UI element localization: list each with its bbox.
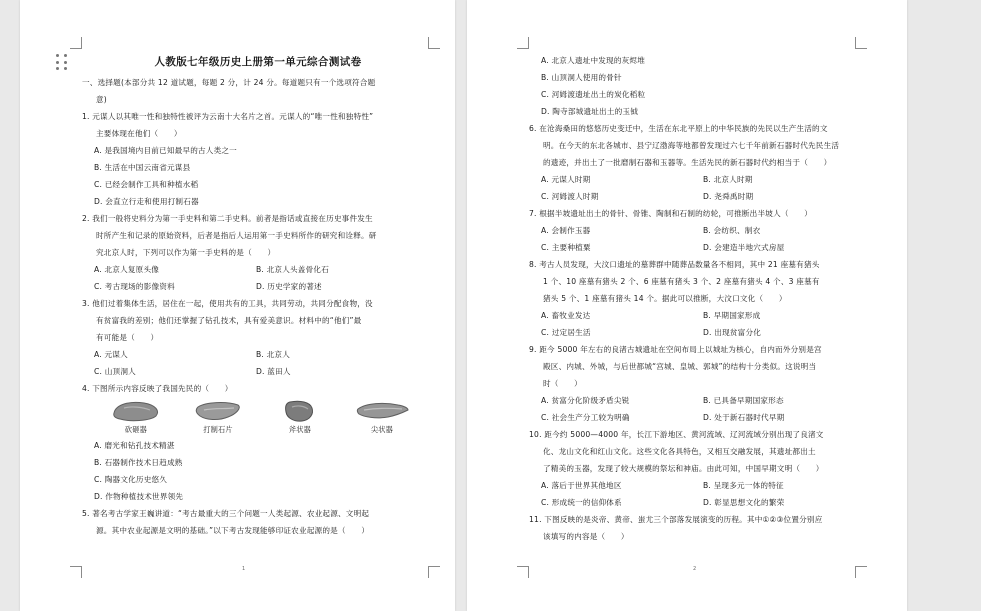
option: D. 作物种植技术世界领先 xyxy=(94,492,184,501)
option: D. 会直立行走和使用打制石器 xyxy=(94,197,199,206)
question-3: 3. 他们过着集体生活，居住在一起，使用共有的工具，共同劳动，共同分配食物，没 有贫富我的差别；他们还掌握了钻孔技术，具有爱美意识。材料中的“他们”最 有可能是（ ） xyxy=(82,299,373,342)
page-1-content xyxy=(82,52,434,539)
drag-handle-icon[interactable] xyxy=(56,54,68,72)
option: B. 石器制作技术日趋成熟 xyxy=(94,458,183,467)
option-row: A. 元谋人时期 B. 北京人时期 xyxy=(541,175,753,184)
option-row: C. 形成统一的信仰体系 D. 彰显思想文化的繁荣 xyxy=(541,498,785,507)
question-2: 2. 我们一般将史料分为第一手史料和第二手史料。前者是指话或直接在历史事件发生 时所产生和记录的原始资料，后者是指后人运用第一手史料所作的研究和诠释。研 究北京人时，下列可以作为第一手史料的是（ ） xyxy=(82,214,377,257)
option: A. 是我国境内目前已知最早的古人类之一 xyxy=(94,146,237,155)
option-row: C. 主要种植粟 D. 会建造半地穴式房屋 xyxy=(541,243,785,252)
option-row: C. 考古现场的影像资料 D. 历史学家的著述 xyxy=(94,282,322,291)
question-9: 9. 距今 5000 年左右的良渚古城遗址在空间布局上以城址为核心，自内而外分别是宫 殿区、内城、外城，与后世都城“宫城、皇城、郭城”的结构十分类似。这说明当 时（ ） xyxy=(529,345,822,388)
figure-point: 尖状器 xyxy=(346,399,418,437)
crop-mark-icon xyxy=(517,566,529,578)
option-row: C. 山顶洞人 D. 蓝田人 xyxy=(94,367,291,376)
page-2-content xyxy=(529,52,879,545)
crop-mark-icon xyxy=(428,566,440,578)
option-row: C. 过定居生活 D. 出现贫富分化 xyxy=(541,328,762,337)
crop-mark-icon xyxy=(70,37,82,49)
question-1: 1. 元谋人以其唯一性和独特性被评为云南十大名片之首。元谋人的“唯一性和独特性” 主要体现在他们（ ） xyxy=(82,112,374,138)
crop-mark-icon xyxy=(855,37,867,49)
option-row: A. 贫富分化阶级矛盾尖锐 B. 已具备早期国家形态 xyxy=(541,396,784,405)
option-row: A. 落后于世界其他地区 B. 呈现多元一体的特征 xyxy=(541,481,784,490)
option: C. 已经会制作工具和种植水稻 xyxy=(94,180,199,189)
option: A. 北京人遗址中发现的灰烬堆 xyxy=(541,56,646,65)
option-row: C. 社会生产分工较为明确 D. 处于新石器时代早期 xyxy=(541,413,785,422)
page-number: 1 xyxy=(242,566,246,572)
question-10: 10. 距今约 5000—4000 年，长江下游地区、黄河流域、辽河流域分别出现了良渚文 化、龙山文化和红山文化。这些文化各具特色，又相互交融发展，其遗址都出土 了精美的玉器，发现了较大规模的祭坛和神庙。由此可知，中国早期文明（ ） xyxy=(529,430,824,473)
point-stone-icon xyxy=(354,399,410,423)
crop-mark-icon xyxy=(855,566,867,578)
question-7: 7. 根据半坡遗址出土的骨针、骨锥、陶制和石制的纺轮，可推断出半坡人（ ） xyxy=(529,209,813,218)
crop-mark-icon xyxy=(517,37,529,49)
question-6: 6. 在沧海桑田的悠悠历史变迁中，生活在东北平原上的中华民族的先民以生产生活的文 明。在今天的东北各城市、县宁辽渤海等地都曾发现过六七千年前新石器时代先民生活 的遗迹，并出土了一批磨制石器和玉器等。生活先民的新石器时代约相当于（ ） xyxy=(529,124,840,167)
page-1 xyxy=(20,0,455,611)
document-title: 人教版七年级历史上册第一单元综合测试卷 xyxy=(154,56,362,68)
flake-stone-icon xyxy=(192,399,244,423)
option: B. 生活在中国云南省元谋县 xyxy=(94,163,191,172)
section-heading: 一、选择题(本部分共 12 道试题，每题 2 分，计 24 分。每道题只有一个选项符合题 xyxy=(82,78,376,87)
figure-axe: 斧状器 xyxy=(264,399,336,437)
option-row: A. 北京人复原头像 B. 北京人头盖骨化石 xyxy=(94,265,329,274)
option: C. 陶器文化历史悠久 xyxy=(94,475,168,484)
option-row: C. 河姆渡人时期 D. 尧舜禹时期 xyxy=(541,192,754,201)
question-4: 4. 下图所示内容反映了我国先民的（ ） xyxy=(82,384,233,393)
question-8: 8. 考古人员发现，大汶口遗址的墓葬群中随葬品数量各不相同，其中 21 座墓有猪头 1 个、10 座墓有猪头 2 个、6 座墓有猪头 3 个、2 座墓有猪头 4 个、3 座墓有 猪头 5 个、1 座墓有猪头 14 个。据此可以推断，大汶口文化（ ） xyxy=(529,260,820,303)
option: C. 河姆渡遗址出土的炭化稻粒 xyxy=(541,90,646,99)
option: B. 山顶洞人使用的骨针 xyxy=(541,73,622,82)
option: A. 磨光和钻孔技术精湛 xyxy=(94,441,175,450)
page-number: 2 xyxy=(693,566,697,572)
option: D. 陶寺部城遗址出土的玉钺 xyxy=(541,107,639,116)
figure-flake: 打制石片 xyxy=(182,399,254,437)
question-11: 11. 下图反映的是炎帝、黄帝、蚩尤三个部落发展演变的历程。其中①②③位置分别应 该填写的内容是（ ） xyxy=(529,515,823,541)
option-row: A. 会制作玉器 B. 会纺织、制衣 xyxy=(541,226,761,235)
crop-mark-icon xyxy=(70,566,82,578)
option-row: A. 畜牧业发达 B. 早期国家形成 xyxy=(541,311,761,320)
axe-stone-icon xyxy=(274,399,326,423)
chopper-stone-icon xyxy=(110,399,162,423)
crop-mark-icon xyxy=(428,37,440,49)
question-5: 5. 著名考古学家王巍讲道：“考古最重大的三个问题一人类起源、农业起源、文明起 源。其中农业起源是文明的基础。”以下考古发现能够印证农业起源的是（ ） xyxy=(82,509,370,535)
page-2 xyxy=(467,0,907,611)
figure-chopper: 砍砸器 xyxy=(100,399,172,437)
stone-tools-figure xyxy=(82,399,434,437)
section-heading-cont: 意) xyxy=(96,95,107,104)
option-row: A. 元谋人 B. 北京人 xyxy=(94,350,291,359)
